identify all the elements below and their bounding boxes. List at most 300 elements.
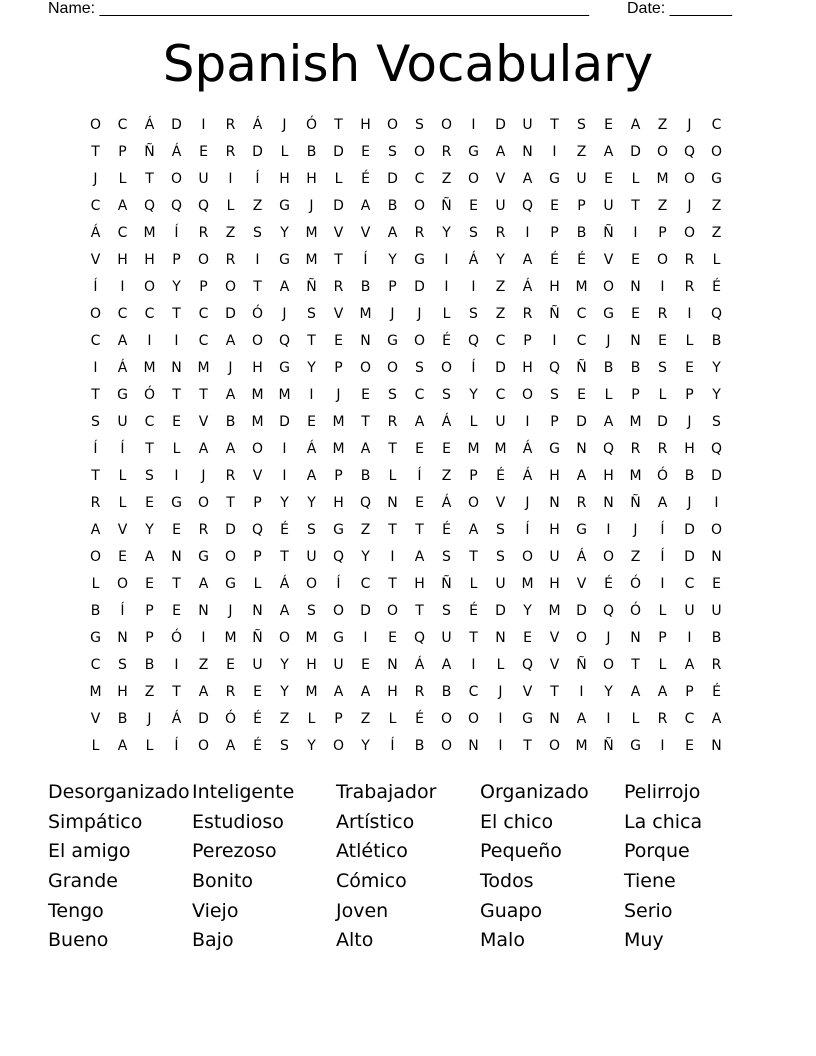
word-list-item: Alto — [336, 929, 374, 952]
grid-letter: B — [90, 603, 101, 619]
grid-letter: A — [603, 414, 614, 430]
grid-row — [82, 490, 730, 517]
grid-letter: P — [469, 468, 478, 484]
grid-letter: O — [278, 630, 291, 646]
grid-letter: Y — [712, 387, 721, 403]
grid-letter: H — [360, 117, 371, 133]
grid-letter: R — [90, 495, 101, 511]
grid-letter: H — [144, 252, 155, 268]
grid-letter: C — [117, 306, 128, 322]
grid-letter: J — [228, 603, 233, 619]
grid-letter: H — [684, 441, 695, 457]
grid-letter: G — [576, 522, 587, 538]
word-list-item: Muy — [624, 929, 664, 952]
grid-letter: V — [252, 468, 263, 484]
grid-letter: I — [174, 333, 179, 349]
grid-letter: D — [360, 603, 371, 619]
grid-letter: B — [360, 468, 371, 484]
grid-letter: Á — [576, 549, 587, 565]
grid-letter: I — [201, 630, 206, 646]
grid-letter: E — [388, 630, 397, 646]
grid-letter: S — [91, 414, 100, 430]
grid-letter: Y — [361, 738, 370, 754]
grid-letter: D — [684, 549, 695, 565]
grid-letter: Ñ — [441, 198, 452, 214]
grid-letter: Í — [417, 468, 422, 484]
grid-letter: R — [225, 684, 236, 700]
grid-letter: Ñ — [441, 576, 452, 592]
grid-letter: É — [469, 603, 478, 619]
grid-letter: J — [336, 387, 341, 403]
word-list-item: El chico — [480, 810, 554, 833]
grid-letter: Y — [280, 225, 289, 241]
grid-letter: Í — [390, 738, 395, 754]
grid-letter: P — [577, 198, 586, 214]
grid-letter: E — [226, 657, 235, 673]
grid-letter: O — [575, 630, 588, 646]
grid-letter: Ñ — [549, 306, 560, 322]
grid-letter: Á — [441, 414, 452, 430]
grid-letter: N — [171, 549, 182, 565]
grid-letter: M — [197, 360, 210, 376]
grid-letter: D — [333, 144, 344, 160]
grid-letter: R — [657, 306, 668, 322]
grid-letter: L — [658, 387, 667, 403]
grid-letter: O — [710, 522, 723, 538]
grid-letter: G — [549, 441, 560, 457]
grid-letter: I — [471, 279, 476, 295]
grid-row — [82, 382, 730, 409]
grid-letter: Á — [414, 657, 425, 673]
grid-letter: E — [172, 414, 181, 430]
grid-letter: Á — [306, 441, 317, 457]
grid-letter: Q — [278, 333, 291, 349]
grid-letter: S — [469, 306, 478, 322]
grid-letter: M — [359, 306, 372, 322]
grid-letter: B — [630, 360, 641, 376]
grid-letter: T — [172, 387, 181, 403]
grid-letter: S — [658, 360, 667, 376]
grid-letter: T — [361, 414, 370, 430]
grid-letter: E — [361, 144, 370, 160]
grid-letter: Z — [711, 198, 722, 214]
grid-letter: A — [279, 603, 290, 619]
grid-letter: E — [469, 198, 478, 214]
name-field-label: Name: _______________________________________________________ — [48, 0, 589, 17]
grid-letter: C — [576, 306, 587, 322]
grid-letter: O — [332, 603, 345, 619]
grid-letter: E — [199, 144, 208, 160]
grid-letter: J — [93, 171, 98, 187]
grid-letter: G — [333, 522, 344, 538]
grid-letter: O — [683, 171, 696, 187]
grid-letter: P — [388, 279, 397, 295]
grid-letter: Á — [522, 441, 533, 457]
grid-letter: S — [307, 522, 316, 538]
grid-letter: E — [145, 495, 154, 511]
grid-letter: Z — [495, 306, 506, 322]
grid-letter: I — [633, 225, 638, 241]
grid-letter: Q — [251, 522, 264, 538]
grid-letter: P — [145, 603, 154, 619]
grid-letter: I — [390, 549, 395, 565]
grid-letter: H — [549, 576, 560, 592]
grid-letter: I — [93, 360, 98, 376]
grid-letter: I — [660, 576, 665, 592]
grid-letter: É — [496, 468, 505, 484]
grid-row — [82, 301, 730, 328]
grid-letter: Í — [660, 522, 665, 538]
grid-letter: O — [224, 549, 237, 565]
grid-letter: Á — [117, 360, 128, 376]
word-list-item: Trabajador — [336, 781, 437, 803]
grid-letter: Á — [522, 468, 533, 484]
grid-letter: E — [604, 171, 613, 187]
grid-letter: Ó — [656, 468, 669, 484]
grid-letter: T — [523, 738, 532, 754]
grid-letter: C — [711, 117, 722, 133]
grid-letter: B — [684, 468, 695, 484]
grid-letter: A — [603, 144, 614, 160]
grid-letter: É — [280, 522, 289, 538]
grid-letter: U — [576, 171, 587, 187]
grid-letter: P — [685, 684, 694, 700]
grid-letter: T — [415, 522, 424, 538]
grid-letter: O — [386, 117, 399, 133]
grid-letter: B — [387, 198, 398, 214]
grid-letter: Q — [710, 441, 723, 457]
grid-letter: O — [602, 549, 615, 565]
grid-letter: E — [523, 630, 532, 646]
grid-letter: O — [143, 279, 156, 295]
grid-letter: P — [685, 387, 694, 403]
grid-letter: A — [279, 279, 290, 295]
grid-letter: L — [496, 657, 505, 673]
grid-letter: D — [414, 279, 425, 295]
grid-letter: P — [253, 549, 262, 565]
grid-letter: E — [685, 360, 694, 376]
grid-letter: Y — [280, 495, 289, 511]
grid-letter: Y — [172, 279, 181, 295]
grid-letter: L — [118, 171, 127, 187]
grid-row — [82, 355, 730, 382]
grid-letter: R — [198, 225, 209, 241]
grid-letter: O — [197, 252, 210, 268]
grid-letter: O — [224, 279, 237, 295]
grid-letter: J — [525, 495, 530, 511]
grid-letter: A — [225, 387, 236, 403]
grid-letter: V — [522, 684, 533, 700]
grid-letter: Í — [336, 576, 341, 592]
grid-letter: É — [415, 711, 424, 727]
grid-letter: D — [495, 603, 506, 619]
grid-letter: Ñ — [603, 225, 614, 241]
grid-letter: J — [309, 198, 314, 214]
grid-letter: I — [606, 522, 611, 538]
grid-letter: L — [118, 468, 127, 484]
grid-letter: T — [334, 252, 343, 268]
grid-letter: P — [199, 279, 208, 295]
header — [48, 0, 748, 20]
grid-letter: C — [414, 171, 425, 187]
grid-letter: A — [225, 333, 236, 349]
grid-letter: E — [145, 576, 154, 592]
grid-letter: R — [630, 441, 641, 457]
grid-letter: N — [630, 279, 641, 295]
grid-letter: S — [388, 387, 397, 403]
grid-letter: G — [468, 144, 479, 160]
grid-letter: E — [118, 549, 127, 565]
grid-letter: É — [253, 711, 262, 727]
grid-letter: Í — [174, 738, 179, 754]
grid-letter: T — [226, 495, 235, 511]
grid-letter: C — [495, 333, 506, 349]
grid-letter: L — [469, 576, 478, 592]
grid-letter: M — [548, 603, 561, 619]
grid-letter: Z — [495, 279, 506, 295]
grid-letter: A — [360, 441, 371, 457]
grid-letter: R — [225, 468, 236, 484]
grid-letter: T — [199, 387, 208, 403]
grid-letter: N — [549, 711, 560, 727]
grid-letter: P — [658, 225, 667, 241]
grid-letter: C — [144, 414, 155, 430]
grid-letter: A — [387, 225, 398, 241]
grid-letter: M — [629, 414, 642, 430]
grid-letter: P — [145, 630, 154, 646]
grid-letter: P — [334, 360, 343, 376]
grid-letter: S — [442, 603, 451, 619]
grid-letter: U — [495, 198, 506, 214]
grid-letter: N — [252, 603, 263, 619]
grid-letter: D — [495, 360, 506, 376]
grid-letter: C — [198, 306, 209, 322]
grid-row — [82, 517, 730, 544]
grid-letter: S — [496, 549, 505, 565]
grid-letter: I — [201, 117, 206, 133]
grid-letter: H — [333, 495, 344, 511]
grid-letter: L — [631, 711, 640, 727]
grid-letter: I — [687, 306, 692, 322]
grid-letter: Ó — [170, 630, 183, 646]
grid-letter: I — [471, 117, 476, 133]
grid-letter: V — [333, 225, 344, 241]
grid-letter: C — [90, 657, 101, 673]
grid-row — [82, 166, 730, 193]
grid-letter: T — [172, 684, 181, 700]
grid-letter: D — [198, 711, 209, 727]
grid-letter: C — [117, 117, 128, 133]
grid-letter: D — [495, 117, 506, 133]
grid-letter: Ó — [251, 306, 264, 322]
grid-letter: D — [576, 414, 587, 430]
grid-letter: S — [307, 306, 316, 322]
grid-letter: P — [118, 144, 127, 160]
grid-letter: U — [603, 198, 614, 214]
grid-letter: Z — [657, 117, 668, 133]
grid-letter: D — [711, 468, 722, 484]
grid-letter: Q — [170, 198, 183, 214]
grid-letter: L — [307, 711, 316, 727]
grid-letter: O — [467, 171, 480, 187]
grid-letter: O — [521, 387, 534, 403]
grid-letter: E — [172, 603, 181, 619]
grid-letter: O — [521, 549, 534, 565]
grid-letter: N — [495, 630, 506, 646]
grid-row — [82, 328, 730, 355]
grid-letter: T — [388, 441, 397, 457]
grid-letter: Q — [710, 306, 723, 322]
grid-letter: B — [117, 711, 128, 727]
grid-letter: A — [360, 198, 371, 214]
grid-letter: S — [307, 603, 316, 619]
grid-letter: L — [280, 144, 289, 160]
grid-letter: T — [388, 576, 397, 592]
grid-letter: M — [494, 441, 507, 457]
grid-row — [82, 274, 730, 301]
grid-letter: U — [549, 549, 560, 565]
grid-letter: U — [495, 414, 506, 430]
word-list-item: Tengo — [48, 899, 104, 922]
grid-letter: Z — [252, 198, 263, 214]
grid-letter: A — [144, 549, 155, 565]
grid-letter: D — [657, 414, 668, 430]
grid-letter: Á — [90, 225, 101, 241]
grid-letter: H — [306, 171, 317, 187]
grid-letter: M — [656, 171, 669, 187]
grid-letter: N — [117, 630, 128, 646]
grid-letter: L — [685, 333, 694, 349]
grid-letter: N — [630, 630, 641, 646]
grid-letter: I — [498, 711, 503, 727]
grid-letter: D — [225, 522, 236, 538]
grid-letter: B — [711, 333, 722, 349]
word-list-item: La chica — [624, 810, 703, 833]
grid-letter: Í — [363, 252, 368, 268]
grid-letter: U — [711, 603, 722, 619]
grid-letter: M — [224, 630, 237, 646]
grid-letter: É — [361, 171, 370, 187]
grid-letter: R — [684, 252, 695, 268]
grid-letter: O — [440, 738, 453, 754]
grid-letter: G — [279, 252, 290, 268]
grid-letter: E — [307, 414, 316, 430]
word-list-item: Tiene — [624, 870, 676, 893]
grid-letter: S — [415, 117, 424, 133]
grid-letter: C — [90, 198, 101, 214]
grid-letter: Á — [171, 711, 182, 727]
grid-letter: T — [307, 333, 316, 349]
grid-letter: C — [684, 576, 695, 592]
word-list-item: Cómico — [336, 870, 407, 893]
grid-letter: T — [145, 171, 154, 187]
grid-letter: H — [549, 468, 560, 484]
grid-letter: A — [333, 684, 344, 700]
grid-letter: U — [522, 117, 533, 133]
grid-letter: O — [116, 576, 129, 592]
grid-row — [82, 139, 730, 166]
grid-letter: É — [253, 738, 262, 754]
grid-letter: I — [255, 252, 260, 268]
grid-letter: H — [252, 360, 263, 376]
grid-letter: A — [117, 198, 128, 214]
word-search-grid — [82, 112, 730, 760]
grid-letter: O — [359, 360, 372, 376]
grid-letter: I — [606, 711, 611, 727]
grid-letter: O — [251, 441, 264, 457]
grid-letter: I — [660, 279, 665, 295]
grid-letter: L — [334, 171, 343, 187]
grid-letter: Í — [93, 279, 98, 295]
word-list-item: Organizado — [480, 781, 589, 803]
grid-letter: H — [117, 252, 128, 268]
grid-letter: Ñ — [576, 657, 587, 673]
word-list-item: Artístico — [336, 810, 415, 833]
word-list-item: Grande — [48, 870, 118, 893]
grid-letter: T — [253, 279, 262, 295]
grid-letter: S — [577, 117, 586, 133]
grid-letter: M — [467, 441, 480, 457]
grid-letter: P — [550, 414, 559, 430]
grid-letter: Í — [525, 522, 530, 538]
grid-letter: T — [334, 117, 343, 133]
grid-letter: T — [469, 630, 478, 646]
grid-letter: P — [334, 711, 343, 727]
grid-letter: E — [415, 441, 424, 457]
grid-letter: N — [603, 495, 614, 511]
grid-letter: L — [442, 306, 451, 322]
grid-letter: L — [631, 171, 640, 187]
grid-letter: C — [576, 333, 587, 349]
grid-letter: A — [306, 468, 317, 484]
grid-letter: G — [333, 630, 344, 646]
grid-letter: V — [603, 252, 614, 268]
grid-letter: E — [361, 387, 370, 403]
grid-letter: G — [225, 576, 236, 592]
grid-letter: Ñ — [603, 738, 614, 754]
grid-letter: M — [332, 414, 345, 430]
grid-letter: M — [521, 576, 534, 592]
grid-letter: E — [442, 441, 451, 457]
grid-letter: B — [441, 684, 452, 700]
grid-letter: S — [118, 657, 127, 673]
grid-letter: Í — [471, 360, 476, 376]
grid-letter: S — [280, 738, 289, 754]
word-list-item: Viejo — [192, 899, 239, 922]
grid-letter: N — [522, 144, 533, 160]
grid-letter: I — [660, 738, 665, 754]
grid-letter: A — [576, 711, 587, 727]
grid-letter: O — [656, 252, 669, 268]
grid-row — [82, 247, 730, 274]
grid-letter: L — [604, 387, 613, 403]
grid-letter: J — [687, 117, 692, 133]
grid-letter: B — [603, 360, 614, 376]
grid-letter: S — [469, 225, 478, 241]
grid-letter: R — [657, 711, 668, 727]
grid-letter: J — [633, 522, 638, 538]
grid-letter: Á — [144, 117, 155, 133]
grid-letter: L — [91, 738, 100, 754]
word-list-item: Atlético — [336, 840, 408, 863]
grid-letter: L — [712, 252, 721, 268]
grid-letter: O — [89, 549, 102, 565]
word-list-item: Guapo — [480, 899, 543, 922]
grid-letter: J — [201, 468, 206, 484]
grid-letter: G — [279, 360, 290, 376]
word-list-item: Joven — [336, 899, 389, 922]
grid-letter: V — [495, 495, 506, 511]
